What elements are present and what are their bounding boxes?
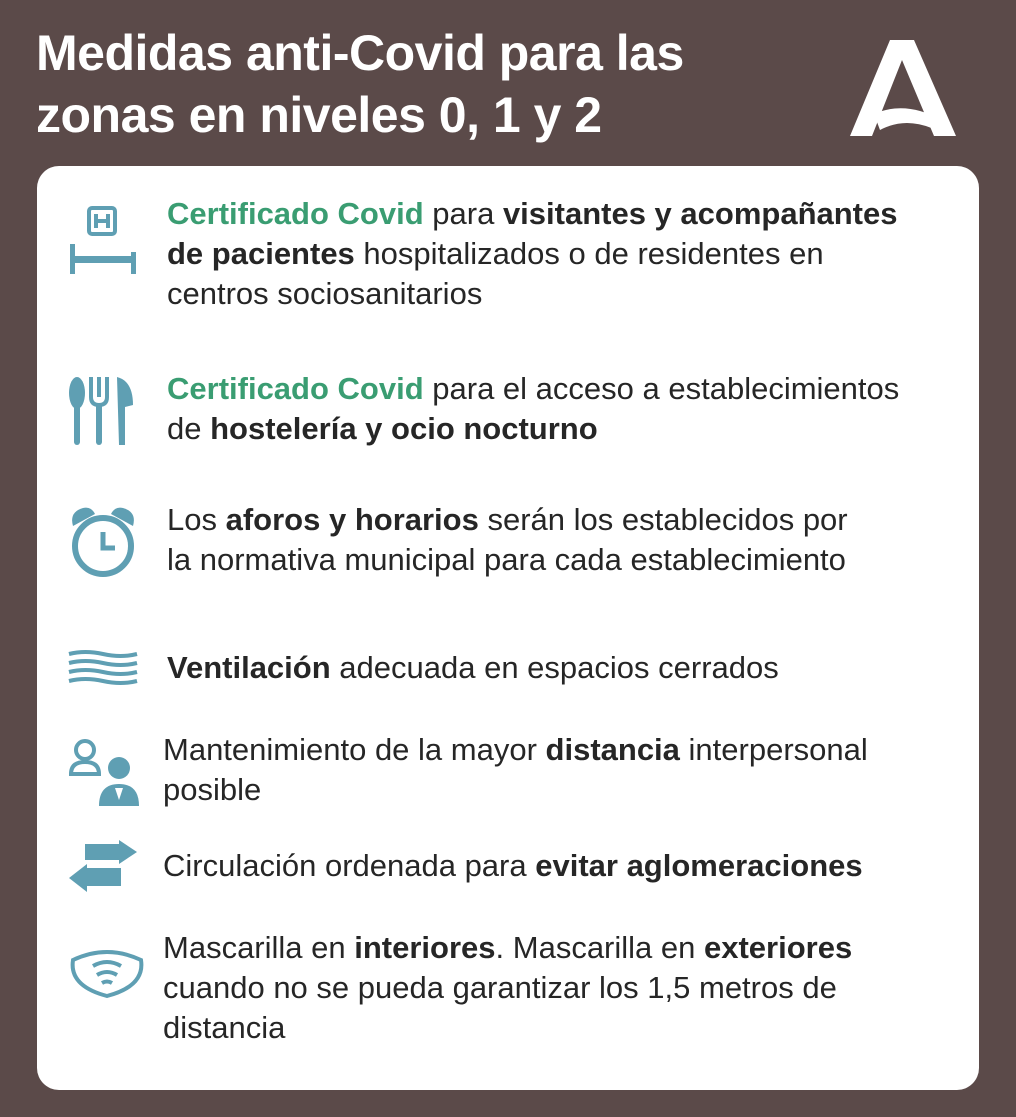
face-mask-icon bbox=[67, 942, 147, 998]
bold-text: distancia bbox=[545, 732, 680, 767]
text-segment: para el acceso a establecimientos bbox=[423, 371, 900, 406]
measures-card bbox=[37, 166, 979, 1090]
ventilation-icon bbox=[67, 648, 139, 688]
measure-line bbox=[163, 968, 852, 1008]
measure-text-2 bbox=[167, 369, 899, 449]
bold-text: aforos y horarios bbox=[225, 502, 479, 537]
measure-line bbox=[167, 409, 899, 449]
text-segment: de bbox=[167, 411, 211, 446]
text-segment: la normativa municipal para cada establecimiento bbox=[167, 542, 846, 577]
measure-line bbox=[163, 770, 868, 810]
text-segment: posible bbox=[163, 772, 262, 807]
measure-line bbox=[167, 648, 779, 688]
bold-text: Ventilación bbox=[167, 650, 331, 685]
highlight-text: Certificado Covid bbox=[167, 371, 424, 406]
text-segment: hospitalizados o de residentes en bbox=[354, 236, 824, 271]
bold-text: exteriores bbox=[704, 930, 853, 965]
people-distance-icon bbox=[69, 738, 157, 806]
alarm-clock-icon bbox=[67, 504, 139, 580]
measure-line bbox=[163, 730, 868, 770]
arrows-circulation-icon bbox=[67, 840, 139, 892]
text-segment: distancia bbox=[163, 1010, 286, 1045]
text-segment: Circulación ordenada para bbox=[163, 848, 536, 883]
page-title bbox=[36, 22, 684, 146]
measure-text-6 bbox=[163, 846, 863, 886]
measure-line bbox=[167, 194, 898, 234]
text-segment: . Mascarilla en bbox=[495, 930, 704, 965]
measure-text-4 bbox=[167, 648, 779, 688]
hospital-bed-icon bbox=[67, 204, 139, 274]
cutlery-icon bbox=[67, 375, 139, 447]
measure-line bbox=[163, 928, 852, 968]
measure-text-5 bbox=[163, 730, 868, 810]
title-line-2: zonas en niveles 0, 1 y 2 bbox=[36, 87, 602, 143]
text-segment: Mascarilla en bbox=[163, 930, 355, 965]
bold-text: visitantes y acompañantes bbox=[502, 196, 898, 231]
text-segment: centros sociosanitarios bbox=[167, 276, 483, 311]
text-segment: Mantenimiento de la mayor bbox=[163, 732, 546, 767]
measure-text-1 bbox=[167, 194, 898, 314]
text-segment: adecuada en espacios cerrados bbox=[330, 650, 779, 685]
measure-line bbox=[167, 274, 898, 314]
measure-line bbox=[167, 234, 898, 274]
measure-text-7 bbox=[163, 928, 852, 1048]
text-segment: Los bbox=[167, 502, 226, 537]
measure-line bbox=[163, 1008, 852, 1048]
junta-andalucia-logo-icon bbox=[850, 38, 958, 138]
text-segment: serán los establecidos por bbox=[478, 502, 848, 537]
measure-line bbox=[167, 369, 899, 409]
bold-text: hostelería y ocio nocturno bbox=[210, 411, 598, 446]
highlight-text: Certificado Covid bbox=[167, 196, 424, 231]
text-segment: cuando no se pueda garantizar los 1,5 metros de bbox=[163, 970, 837, 1005]
text-segment: para bbox=[423, 196, 503, 231]
text-segment: interpersonal bbox=[679, 732, 868, 767]
measure-line bbox=[163, 846, 863, 886]
bold-text: de pacientes bbox=[167, 236, 355, 271]
measure-line bbox=[167, 500, 848, 540]
title-line-1: Medidas anti-Covid para las bbox=[36, 25, 684, 81]
measure-line bbox=[167, 540, 848, 580]
measure-text-3 bbox=[167, 500, 848, 580]
bold-text: interiores bbox=[354, 930, 496, 965]
bold-text: evitar aglomeraciones bbox=[535, 848, 863, 883]
